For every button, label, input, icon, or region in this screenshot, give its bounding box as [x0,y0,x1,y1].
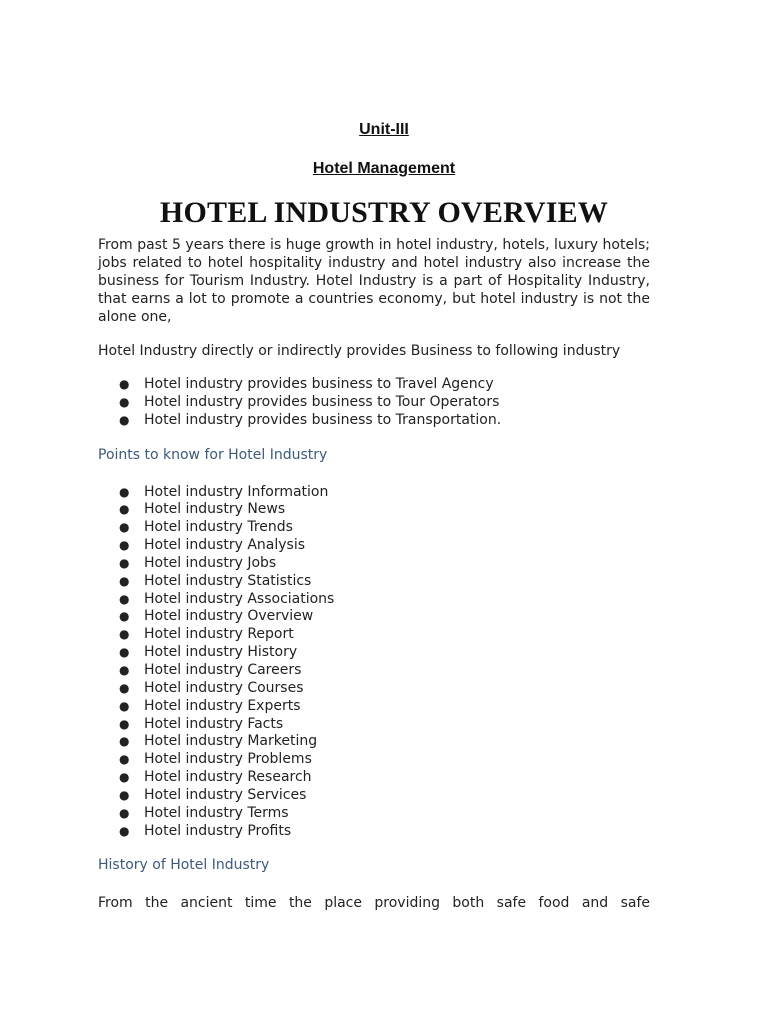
list-item [98,769,650,787]
list-item [98,751,650,769]
bullet-icon: ● [119,662,130,677]
bullet-icon: ● [119,412,130,427]
list-item [98,376,650,394]
bullet-icon: ● [119,716,130,731]
list-item [98,698,650,716]
list-item-text: Hotel industry News [144,501,286,518]
provides-list [98,376,650,430]
unit-heading: Unit-III [359,121,409,138]
list-item [98,394,650,412]
list-item [98,501,650,519]
history-heading: History of Hotel Industry [98,857,270,874]
list-item-text: Hotel industry Report [144,626,294,643]
provides-paragraph: Hotel Industry directly or indirectly provides Business to following industry [98,343,621,359]
points-heading: Points to know for Hotel Industry [98,446,328,463]
list-item-text: Hotel industry Associations [144,590,335,607]
bullet-icon: ● [119,609,130,624]
list-item [98,662,650,680]
subject-heading: Hotel Management [312,160,456,177]
list-item [98,805,650,823]
intro-paragraph: From past 5 years there is huge growth in hotel industry, hotels, luxury hotels; jobs related to hotel hospitality industry and hotel industry also increase the business for Tourism Industry. Hotel Industry is a part of Hospitality Industry, that earns a lot to promote a countries economy, but hotel industry is not the alone one, [98,237,650,325]
list-item [98,716,650,734]
list-item [98,626,650,644]
list-item-text: Hotel industry Analysis [144,537,306,554]
list-item-text: Hotel industry Research [144,769,312,786]
list-item-text: Hotel industry Services [144,786,307,803]
list-item-text: Hotel industry Statistics [144,572,312,589]
list-item [98,555,650,573]
list-item-text: Hotel industry Profits [144,822,292,839]
bullet-icon: ● [119,377,130,391]
list-item-text: Hotel industry History [144,644,298,661]
list-item-text: Hotel industry Facts [144,715,284,732]
bullet-icon: ● [119,734,130,749]
list-item [98,537,650,555]
list-item-text: Hotel industry provides business to Tour Operators [144,393,500,410]
list-item-text: Hotel industry Overview [144,608,314,625]
list-item [98,823,650,841]
bullet-icon: ● [119,502,130,517]
bullet-icon: ● [119,394,130,409]
list-item [98,680,650,698]
bullet-icon: ● [119,823,130,838]
list-item [98,519,650,537]
list-item-text: Hotel industry Careers [144,661,302,678]
bullet-icon: ● [119,770,130,785]
points-list [98,484,650,841]
list-item-text: Hotel industry Courses [144,679,304,696]
bullet-icon: ● [119,805,130,820]
list-item [98,608,650,626]
list-item-text: Hotel industry Terms [144,804,289,821]
bullet-icon: ● [119,573,130,588]
list-item [98,644,650,662]
bullet-icon: ● [119,627,130,642]
list-item-text: Hotel industry Problems [144,751,312,768]
list-item [98,412,650,430]
list-item-text: Hotel industry Experts [144,697,301,714]
bullet-icon: ● [119,680,130,695]
bullet-icon: ● [119,591,130,606]
list-item [98,484,650,502]
list-item-text: Hotel industry provides business to Transportation. [144,411,502,428]
list-item-text: Hotel industry provides business to Travel Agency [144,376,494,392]
list-item [98,591,650,609]
bullet-icon: ● [119,752,130,767]
list-item [98,733,650,751]
document-body [98,236,650,912]
list-item-text: Hotel industry Marketing [144,733,318,750]
bullet-icon: ● [119,538,130,553]
bullet-icon: ● [119,555,130,570]
page-title: HOTEL INDUSTRY OVERVIEW [159,196,609,229]
list-item [98,573,650,591]
history-paragraph: From the ancient time the place providing both safe food and safe [98,895,650,912]
bullet-icon: ● [119,645,130,660]
list-item-text: Hotel industry Information [144,483,329,500]
list-item-text: Hotel industry Jobs [144,554,277,571]
list-item-text: Hotel industry Trends [144,519,293,536]
list-item [98,787,650,805]
bullet-icon: ● [119,484,130,499]
bullet-icon: ● [119,520,130,535]
bullet-icon: ● [119,787,130,802]
bullet-icon: ● [119,698,130,713]
